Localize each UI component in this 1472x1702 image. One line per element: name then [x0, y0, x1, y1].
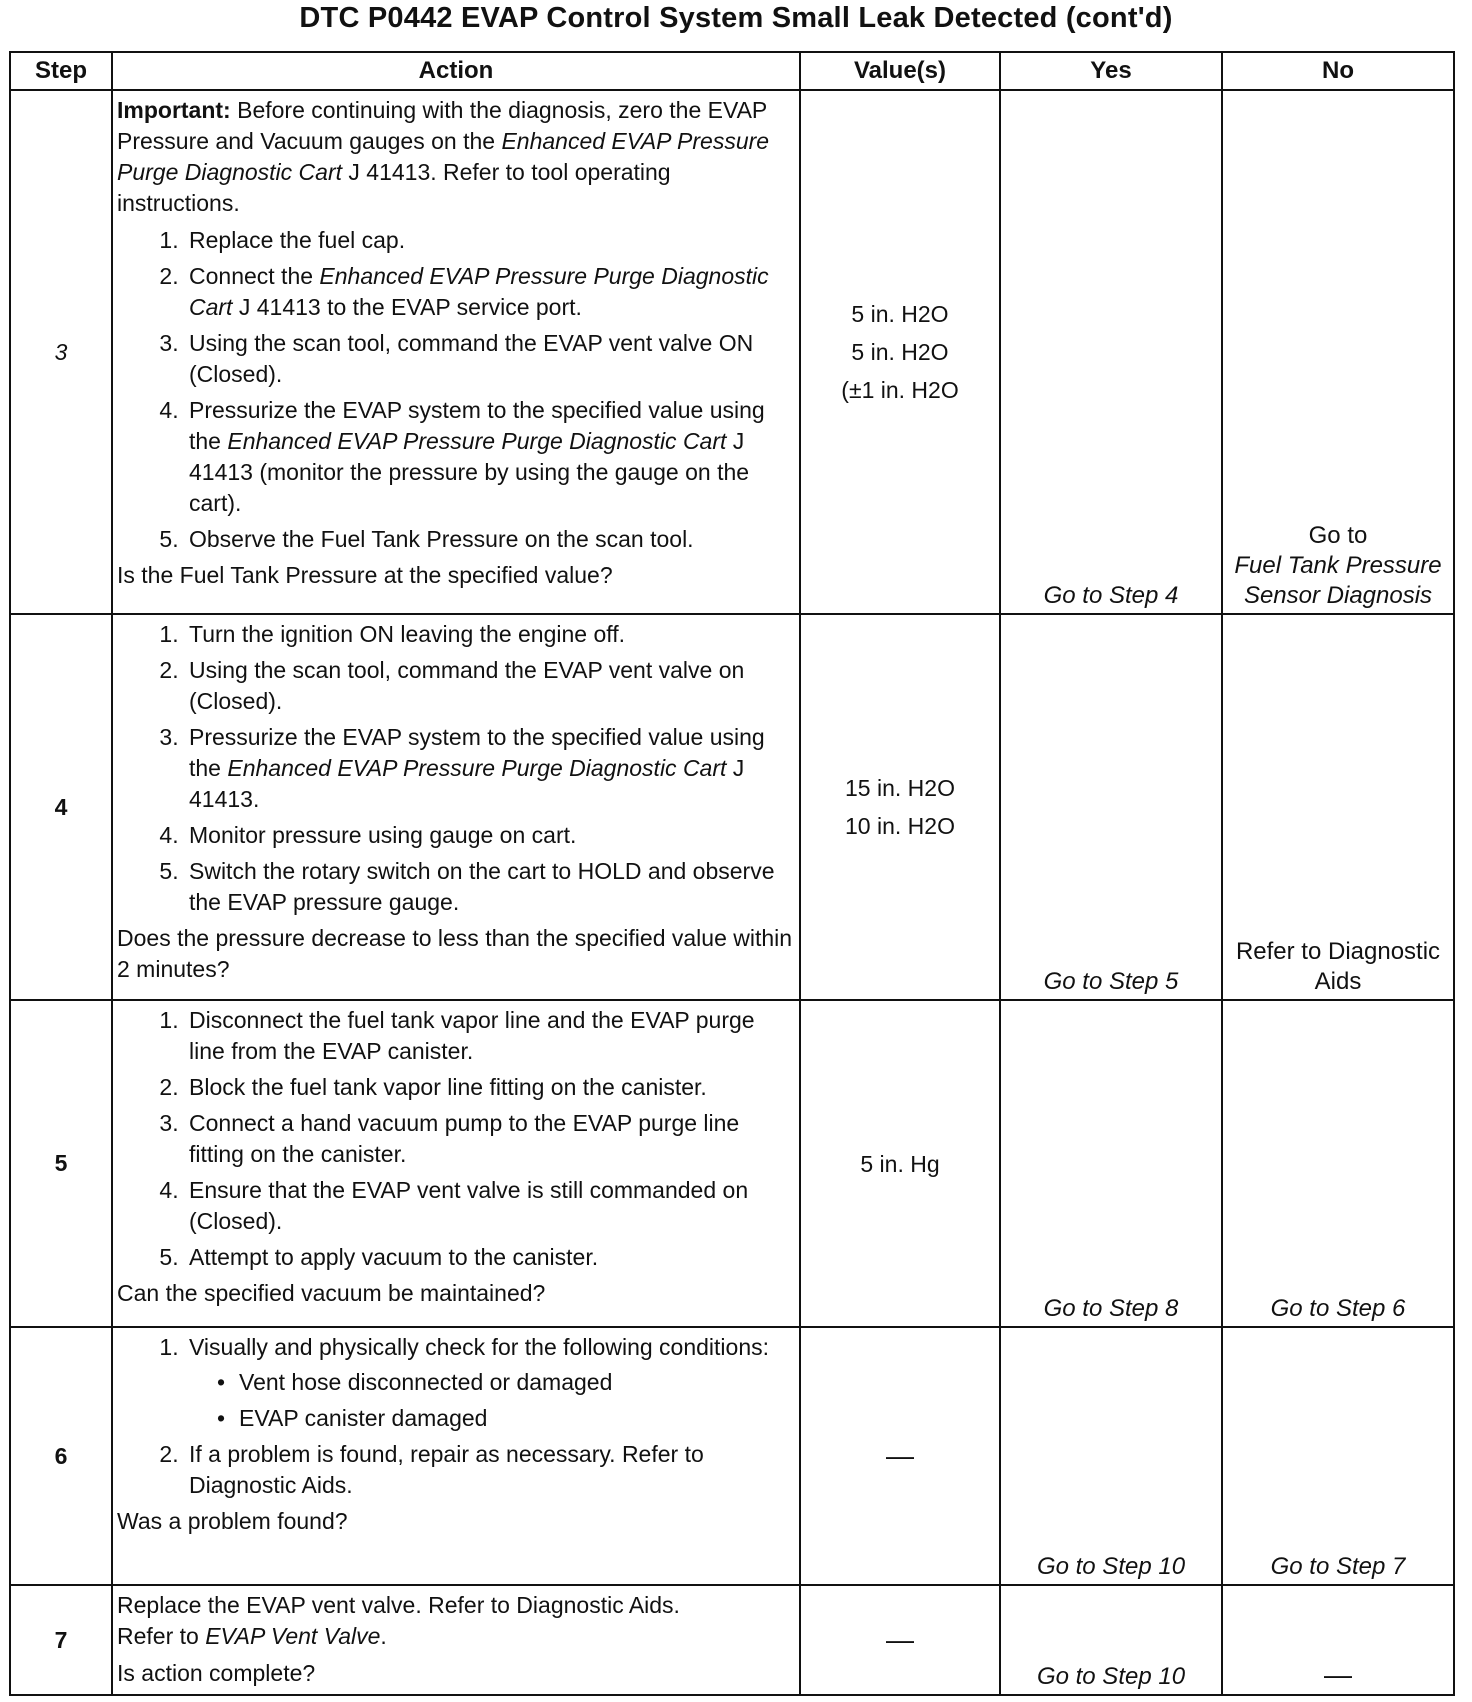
values-cell — [800, 1000, 1000, 1327]
question: Can the specified vacuum be maintained? — [117, 1280, 546, 1306]
diagnostic-table — [9, 51, 1455, 1696]
values-cell — [800, 90, 1000, 614]
value: 5 in. H2O — [851, 301, 949, 327]
table-row — [10, 614, 1454, 1000]
yes-cell — [1000, 1585, 1222, 1695]
yes-link: Go to Step 10 — [1036, 1663, 1186, 1690]
list-item: 2. If a problem is found, repair as necessary. Refer to Diagnostic Aids. — [185, 1439, 793, 1501]
value: — — [886, 1440, 914, 1471]
header-step: Step — [10, 52, 112, 90]
step-number: 6 — [10, 1327, 112, 1585]
list-item: 1. Replace the fuel cap. — [185, 225, 793, 256]
action-cell — [112, 1585, 800, 1695]
list-item: 3. Connect a hand vacuum pump to the EVAP purge line fitting on the canister. — [185, 1108, 793, 1170]
action-cell — [112, 90, 800, 614]
yes-link: Go to Step 5 — [1043, 968, 1179, 995]
no-link: Fuel Tank Pressure Sensor Diagnosis — [1234, 552, 1442, 609]
header-yes: Yes — [1000, 52, 1222, 90]
value: 5 in. Hg — [860, 1150, 940, 1177]
action-text: Refer to EVAP Vent Valve. — [117, 1623, 387, 1649]
yes-cell — [1000, 614, 1222, 1000]
step-number: 5 — [10, 1000, 112, 1327]
list-item: 2. Using the scan tool, command the EVAP vent valve on (Closed). — [185, 655, 793, 717]
step-number: 7 — [10, 1585, 112, 1695]
question: Does the pressure decrease to less than the specified value within 2 minutes? — [117, 925, 793, 982]
important-label: Important: — [117, 97, 231, 123]
list-item: 2. Connect the Enhanced EVAP Pressure Purge Diagnostic Cart J 41413 to the EVAP service port. — [185, 261, 793, 323]
action-cell — [112, 1000, 800, 1327]
yes-link: Go to Step 10 — [1036, 1553, 1186, 1580]
table-header-row — [10, 52, 1454, 90]
no-cell — [1222, 1585, 1454, 1695]
no-text: Refer to Diagnostic Aids — [1235, 938, 1441, 995]
step-number: 3 — [10, 90, 112, 614]
yes-link: Go to Step 8 — [1043, 1295, 1179, 1322]
step-list — [117, 1005, 793, 1273]
action-text: Replace the EVAP vent valve. Refer to Diagnostic Aids. — [117, 1592, 680, 1618]
value: 5 in. H2O — [851, 339, 949, 365]
header-action: Action — [112, 52, 800, 90]
header-no: No — [1222, 52, 1454, 90]
list-item: 5. Observe the Fuel Tank Pressure on the scan tool. — [185, 524, 793, 555]
list-item: 4. Pressurize the EVAP system to the specified value using the Enhanced EVAP Pressure Purge Diagnostic Cart J 41413 (monitor the pressure by using the gauge on the cart). — [185, 395, 793, 519]
yes-cell — [1000, 1327, 1222, 1585]
list-item: 1. Visually and physically check for the following conditions: • Vent hose disconnected or damaged • EVAP canister damaged — [185, 1332, 793, 1434]
no-link: Go to Step 6 — [1270, 1295, 1406, 1322]
value: — — [886, 1624, 914, 1655]
no-link: Go to Step 7 — [1270, 1553, 1406, 1580]
list-item: 1. Disconnect the fuel tank vapor line and the EVAP purge line from the EVAP canister. — [185, 1005, 793, 1067]
action-cell — [112, 1327, 800, 1585]
table-row — [10, 1000, 1454, 1327]
question: Is action complete? — [117, 1660, 316, 1686]
values-cell — [800, 1585, 1000, 1695]
table-row — [10, 1585, 1454, 1695]
step-number: 4 — [10, 614, 112, 1000]
list-item: 3. Using the scan tool, command the EVAP vent valve ON (Closed). — [185, 328, 793, 390]
no-cell — [1222, 614, 1454, 1000]
table-row — [10, 90, 1454, 614]
yes-link: Go to Step 4 — [1043, 582, 1179, 609]
no-cell — [1222, 90, 1454, 614]
values-cell — [800, 614, 1000, 1000]
header-values: Value(s) — [800, 52, 1000, 90]
list-item: 5. Switch the rotary switch on the cart to HOLD and observe the EVAP pressure gauge. — [185, 856, 793, 918]
list-item: 2. Block the fuel tank vapor line fitting on the canister. — [185, 1072, 793, 1103]
question: Was a problem found? — [117, 1508, 348, 1534]
bullet-item: • Vent hose disconnected or damaged — [217, 1369, 613, 1395]
question: Is the Fuel Tank Pressure at the specified value? — [117, 562, 613, 588]
list-item: 5. Attempt to apply vacuum to the canister. — [185, 1242, 793, 1273]
table-row — [10, 1327, 1454, 1585]
value: (±1 in. H2O — [841, 377, 959, 403]
action-cell — [112, 614, 800, 1000]
step-list — [117, 1332, 793, 1501]
bullet-item: • EVAP canister damaged — [217, 1405, 488, 1431]
list-item: 4. Monitor pressure using gauge on cart. — [185, 820, 793, 851]
condition-list — [189, 1367, 793, 1434]
yes-cell — [1000, 1000, 1222, 1327]
important-note: Important: Before continuing with the diagnosis, zero the EVAP Pressure and Vacuum gauges on the Enhanced EVAP Pressure Purge Diagnostic Cart J 41413. Refer to tool operating instructions. — [117, 97, 770, 216]
no-text: — — [1324, 1659, 1352, 1690]
list-item: 1. Turn the ignition ON leaving the engine off. — [185, 619, 793, 650]
list-item: 4. Ensure that the EVAP vent valve is still commanded on (Closed). — [185, 1175, 793, 1237]
step-list — [117, 619, 793, 918]
values-cell — [800, 1327, 1000, 1585]
list-item: 3. Pressurize the EVAP system to the specified value using the Enhanced EVAP Pressure Purge Diagnostic Cart J 41413. — [185, 722, 793, 815]
yes-cell — [1000, 90, 1222, 614]
no-cell — [1222, 1327, 1454, 1585]
step-list — [117, 225, 793, 555]
value: 15 in. H2O — [845, 775, 955, 801]
no-cell — [1222, 1000, 1454, 1327]
value: 10 in. H2O — [845, 813, 955, 839]
no-text: Go to — [1308, 522, 1368, 549]
page-title: DTC P0442 EVAP Control System Small Leak Detected (cont'd) — [299, 2, 1173, 34]
